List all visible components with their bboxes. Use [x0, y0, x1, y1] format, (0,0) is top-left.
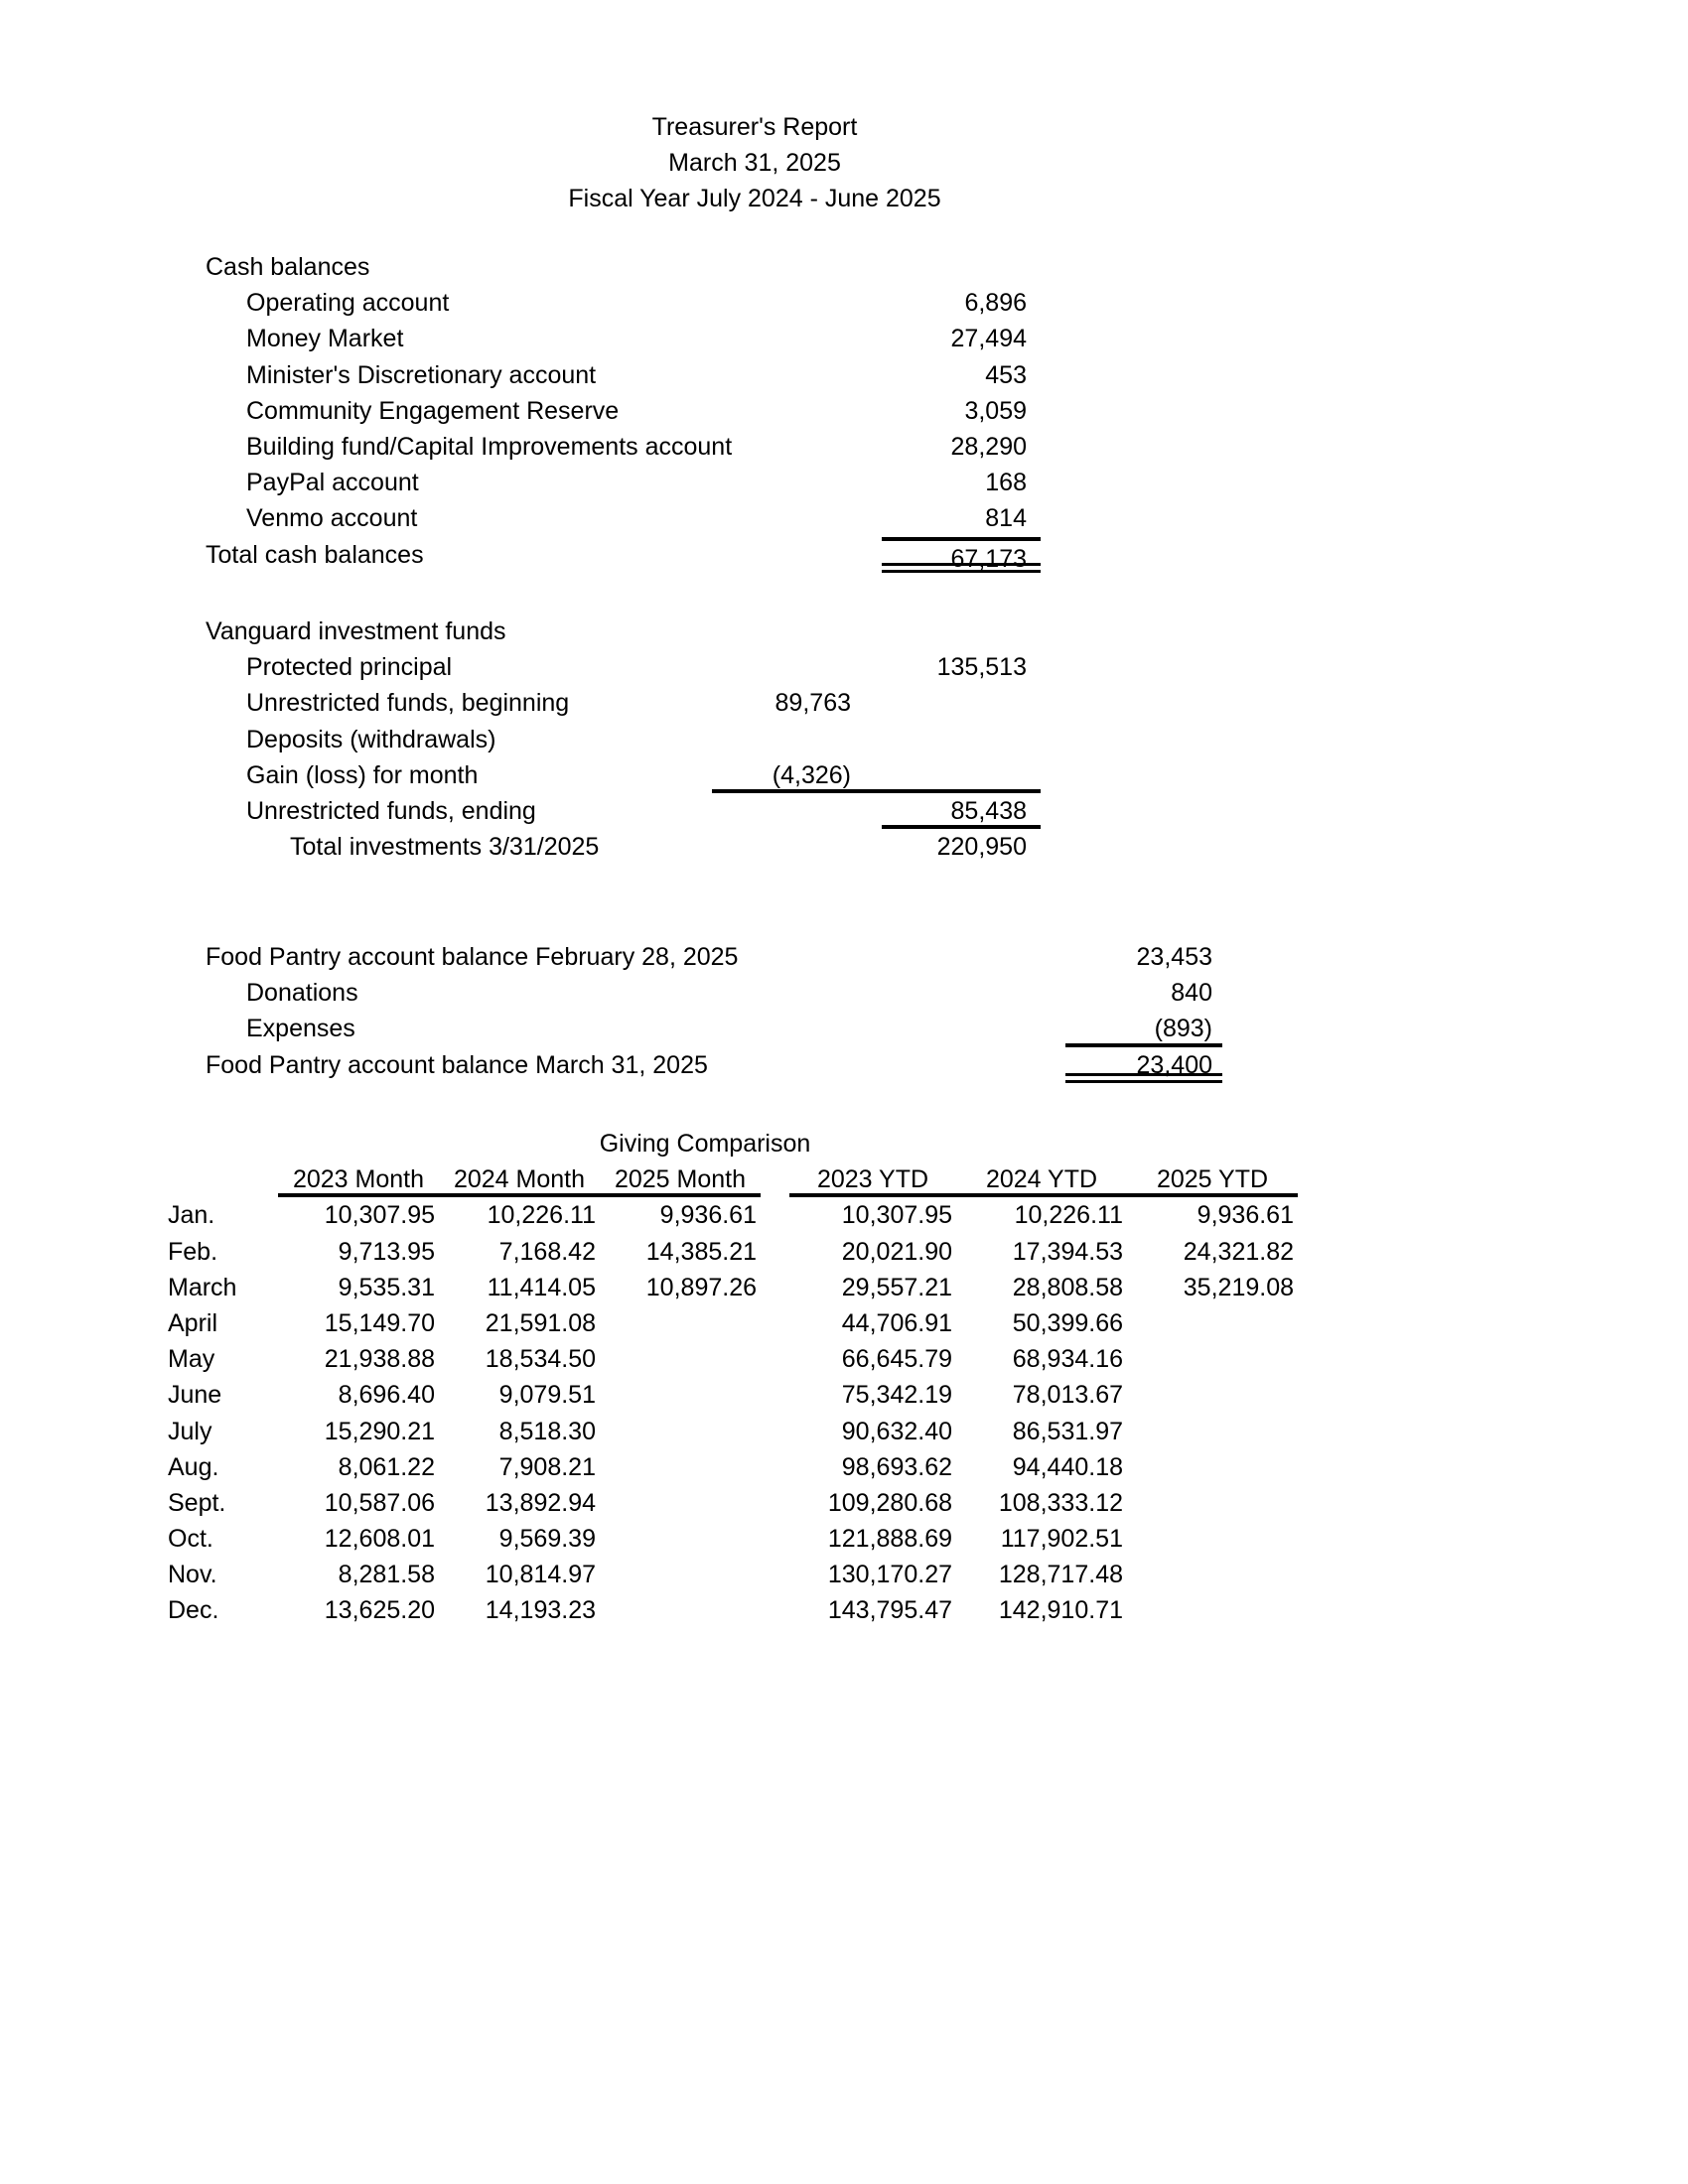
investment-row: [0, 793, 1688, 829]
food-pantry-value: (893): [1065, 1011, 1222, 1046]
value-2023-ytd: 98,693.62: [841, 1452, 952, 1481]
cash-item-row: [0, 357, 1688, 393]
value-2023-month: 15,290.21: [324, 1417, 435, 1445]
food-pantry-row: [0, 975, 1688, 1011]
value-2024-month: 9,569.39: [498, 1525, 596, 1554]
giving-row-may: [0, 1341, 1688, 1377]
giving-row-nov: [0, 1557, 1688, 1592]
investment-subtotal-rule: [712, 757, 1041, 793]
investment-right-value: 135,513: [936, 653, 1027, 682]
month-label: Aug.: [168, 1452, 219, 1481]
value-2023-month: 9,713.95: [338, 1237, 435, 1266]
cash-item-row: [0, 285, 1688, 321]
food-pantry-label: Donations: [246, 979, 358, 1008]
cash-balances-section: [0, 249, 1688, 573]
cash-item-label: Operating account: [246, 289, 450, 318]
giving-row-june: [0, 1377, 1688, 1413]
investment-label: Deposits (withdrawals): [246, 725, 496, 753]
giving-row-feb: [0, 1234, 1688, 1270]
cash-item-row: [0, 321, 1688, 356]
giving-row-april: [0, 1305, 1688, 1341]
investment-mid-value: 89,763: [774, 689, 851, 718]
cash-item-row: [0, 465, 1688, 500]
investment-right-value: 85,438: [882, 793, 1041, 829]
report-date: March 31, 2025: [668, 149, 841, 178]
cash-item-value: 28,290: [950, 432, 1027, 461]
cash-heading: Cash balances: [206, 253, 370, 281]
value-2024-month: 7,168.42: [498, 1237, 596, 1266]
value-2025-ytd: [1127, 1341, 1298, 1377]
cash-item-label: Money Market: [246, 325, 404, 353]
cash-item-label: PayPal account: [246, 469, 419, 497]
column-header-2025-month: 2025 Month: [600, 1161, 761, 1197]
cash-item-value: 27,494: [950, 325, 1027, 353]
value-2024-month: 10,226.11: [487, 1201, 596, 1230]
value-2024-ytd: 50,399.66: [1012, 1308, 1123, 1337]
value-2025-ytd: 24,321.82: [1183, 1237, 1294, 1266]
value-2023-month: 8,696.40: [338, 1381, 435, 1410]
cash-item-label: Venmo account: [246, 504, 418, 533]
value-2023-month: 10,307.95: [324, 1201, 435, 1230]
investments-section: [0, 614, 1688, 865]
value-2023-month: 8,061.22: [338, 1452, 435, 1481]
value-2025-ytd: [1127, 1485, 1298, 1521]
investment-row: [0, 722, 1688, 757]
giving-row-jan: [0, 1197, 1688, 1233]
month-label: Feb.: [168, 1237, 218, 1266]
column-header-2024-month: 2024 Month: [439, 1161, 600, 1197]
cash-item-value: 814: [985, 504, 1027, 533]
value-2023-ytd: 90,632.40: [841, 1417, 952, 1445]
month-label: Dec.: [168, 1596, 219, 1625]
giving-header-row: [0, 1161, 1688, 1197]
value-2024-ytd: 94,440.18: [1012, 1452, 1123, 1481]
value-2024-ytd: 128,717.48: [998, 1561, 1123, 1589]
cash-item-label: Minister's Discretionary account: [246, 360, 597, 389]
value-2024-ytd: 86,531.97: [1012, 1417, 1123, 1445]
value-2025-ytd: [1127, 1449, 1298, 1485]
food-pantry-row: [0, 939, 1688, 975]
value-2023-ytd: 121,888.69: [827, 1525, 952, 1554]
month-label: March: [168, 1273, 237, 1301]
value-2024-ytd: 10,226.11: [1014, 1201, 1123, 1230]
giving-row-july: [0, 1414, 1688, 1449]
month-label: April: [168, 1308, 218, 1337]
month-label: Jan.: [168, 1201, 215, 1230]
value-2025-ytd: [1127, 1592, 1298, 1628]
value-2023-month: 15,149.70: [324, 1308, 435, 1337]
value-2025-month: [600, 1305, 761, 1341]
cash-total-row: [0, 537, 1688, 573]
value-2023-month: 12,608.01: [324, 1525, 435, 1554]
investment-row: [0, 757, 1688, 793]
food-pantry-row: [0, 1011, 1688, 1046]
value-2024-month: 8,518.30: [498, 1417, 596, 1445]
cash-heading-row: [0, 249, 1688, 285]
cash-item-row: [0, 393, 1688, 429]
value-2024-month: 13,892.94: [485, 1488, 596, 1517]
value-2024-month: 7,908.21: [498, 1452, 596, 1481]
cash-item-label: Building fund/Capital Improvements account: [246, 432, 733, 461]
investments-total-value: 220,950: [936, 833, 1027, 862]
value-2025-month: [600, 1341, 761, 1377]
value-2025-month: [600, 1449, 761, 1485]
giving-comparison-title: Giving Comparison: [599, 1130, 811, 1158]
giving-row-dec: [0, 1592, 1688, 1628]
investments-total-label: Total investments 3/31/2025: [290, 833, 600, 862]
value-2023-ytd: 66,645.79: [841, 1345, 952, 1374]
value-2024-month: 14,193.23: [485, 1596, 596, 1625]
value-2025-ytd: [1127, 1521, 1298, 1557]
investment-label: Unrestricted funds, beginning: [246, 689, 570, 718]
report-title: Treasurer's Report: [651, 113, 858, 141]
value-2025-ytd: 9,936.61: [1196, 1201, 1294, 1230]
month-label: July: [168, 1417, 212, 1445]
value-2024-ytd: 68,934.16: [1012, 1345, 1123, 1374]
value-2023-ytd: 143,795.47: [827, 1596, 952, 1625]
value-2025-month: [600, 1521, 761, 1557]
value-2025-month: 10,897.26: [645, 1273, 757, 1301]
giving-row-sept: [0, 1485, 1688, 1521]
column-header-2024-ytd: 2024 YTD: [956, 1161, 1127, 1197]
cash-item-value: 453: [985, 360, 1027, 389]
investment-row: [0, 685, 1688, 721]
value-2025-month: [600, 1592, 761, 1628]
investment-label: Gain (loss) for month: [246, 760, 479, 789]
food-pantry-label: Food Pantry account balance February 28, 2025: [206, 943, 739, 971]
value-2025-ytd: [1127, 1414, 1298, 1449]
food-pantry-total-value: 23,400: [1065, 1047, 1222, 1083]
value-2024-month: 9,079.51: [498, 1381, 596, 1410]
food-pantry-value: 840: [1171, 979, 1212, 1008]
giving-row-march: [0, 1270, 1688, 1305]
investments-heading: Vanguard investment funds: [206, 617, 506, 645]
food-pantry-value: 23,453: [1136, 943, 1212, 971]
value-2023-ytd: 130,170.27: [827, 1561, 952, 1589]
value-2025-ytd: [1127, 1377, 1298, 1413]
value-2024-ytd: 117,902.51: [1000, 1525, 1123, 1554]
value-2023-month: 10,587.06: [324, 1488, 435, 1517]
value-2024-ytd: 108,333.12: [998, 1488, 1123, 1517]
cash-item-row: [0, 500, 1688, 536]
cash-item-value: 6,896: [964, 289, 1027, 318]
food-pantry-total-row: [0, 1047, 1688, 1083]
value-2023-month: 21,938.88: [324, 1345, 435, 1374]
food-pantry-section: [0, 939, 1688, 1083]
column-header-2023-ytd: 2023 YTD: [789, 1161, 956, 1197]
value-2024-month: 11,414.05: [487, 1273, 596, 1301]
month-label: Nov.: [168, 1561, 217, 1589]
value-2025-month: 9,936.61: [659, 1201, 757, 1230]
report-header: [457, 109, 1053, 217]
investment-label: Unrestricted funds, ending: [246, 796, 536, 825]
column-header-2023-month: 2023 Month: [278, 1161, 439, 1197]
report-fiscal-year: Fiscal Year July 2024 - June 2025: [568, 185, 941, 213]
investments-total-row: [0, 829, 1688, 865]
value-2025-month: [600, 1414, 761, 1449]
cash-item-label: Community Engagement Reserve: [246, 396, 620, 425]
value-2025-ytd: [1127, 1305, 1298, 1341]
value-2023-ytd: 29,557.21: [841, 1273, 952, 1301]
value-2023-month: 8,281.58: [338, 1561, 435, 1589]
value-2025-month: [600, 1377, 761, 1413]
month-label: May: [168, 1345, 215, 1374]
food-pantry-label: Expenses: [246, 1015, 355, 1043]
value-2023-ytd: 75,342.19: [841, 1381, 952, 1410]
giving-row-oct: [0, 1521, 1688, 1557]
value-2024-ytd: 17,394.53: [1012, 1237, 1123, 1266]
value-2023-month: 9,535.31: [338, 1273, 435, 1301]
value-2024-month: 18,534.50: [485, 1345, 596, 1374]
value-2024-ytd: 78,013.67: [1012, 1381, 1123, 1410]
investment-row: [0, 649, 1688, 685]
cash-item-value: 3,059: [964, 396, 1027, 425]
cash-total-label: Total cash balances: [206, 540, 424, 569]
value-2023-ytd: 20,021.90: [841, 1237, 952, 1266]
cash-item-value: 168: [985, 469, 1027, 497]
column-header-2025-ytd: 2025 YTD: [1127, 1161, 1298, 1197]
value-2024-ytd: 28,808.58: [1012, 1273, 1123, 1301]
value-2025-month: 14,385.21: [645, 1237, 757, 1266]
giving-comparison-section: [0, 1126, 1688, 1629]
food-pantry-total-label: Food Pantry account balance March 31, 2025: [206, 1050, 708, 1079]
month-label: June: [168, 1381, 222, 1410]
value-2023-ytd: 10,307.95: [841, 1201, 952, 1230]
value-2025-month: [600, 1557, 761, 1592]
month-label: Oct.: [168, 1525, 213, 1554]
giving-row-aug: [0, 1449, 1688, 1485]
value-2023-ytd: 109,280.68: [827, 1488, 952, 1517]
value-2023-month: 13,625.20: [324, 1596, 435, 1625]
value-2023-ytd: 44,706.91: [841, 1308, 952, 1337]
value-2024-month: 21,591.08: [485, 1308, 596, 1337]
cash-item-row: [0, 429, 1688, 465]
investment-label: Protected principal: [246, 653, 453, 682]
investment-mid-value: (4,326): [772, 760, 851, 789]
value-2025-ytd: [1127, 1557, 1298, 1592]
value-2024-ytd: 142,910.71: [998, 1596, 1123, 1625]
investments-heading-row: [0, 614, 1688, 649]
month-label: Sept.: [168, 1488, 226, 1517]
value-2025-month: [600, 1485, 761, 1521]
value-2025-ytd: 35,219.08: [1183, 1273, 1294, 1301]
cash-total-value: 67,173: [882, 537, 1041, 573]
value-2024-month: 10,814.97: [485, 1561, 596, 1589]
